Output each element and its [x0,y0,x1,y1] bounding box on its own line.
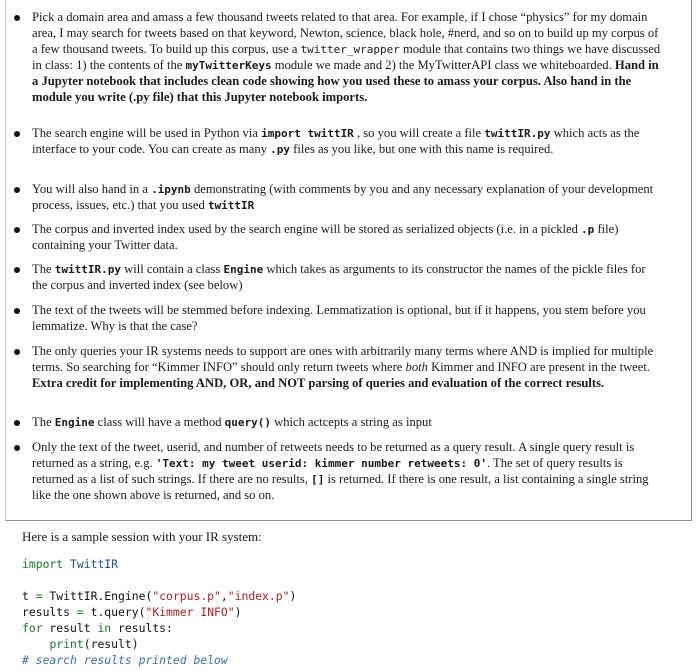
list-item: The only queries your IR systems needs to support are ones with arbitrarily many terms where AND is implied for multiple terms. So searching for “Kimmer INFO” should only return tweets where both Kimmer and INFO are present in the tweet. Extra credit for implementing AND, OR, and NOT parsing of queries and evaluation of the correct results. [32,344,664,392]
bullet-icon [14,349,20,355]
bullet-icon [14,267,20,273]
bullet-icon [14,227,20,233]
code-line-import: import TwittIR [22,557,119,571]
list-item: The corpus and inverted index used by the search engine will be stored as serialized objects (i.e. in a pickled .p file) containing your Twitter data. [32,222,664,254]
list-item: The search engine will be used in Python via import twittIR , so you will create a file twittIR.py which acts as the interface to your code. You can create as many .py files as you like, but one with this name is required. [32,126,664,158]
list-item: Pick a domain area and amass a few thousand tweets related to that area. For example, if I chose “physics” for my domain area, I may search for tweets based on that keyword, Newton, science, black hole, #nerd, and so on to build up my corpus of a few thousand tweets. To build up this corpus, use a twitter_wrapper module that contains two things we have discussed in class: 1) the contents of the myTwitterKeys module we made and 2) the MyTwitterAPI class we whiteboarded. Hand in a Jupyter notebook that includes clean code showing how you used these to amass your corpus. Also hand in the module you write (.py file) that this Jupyter notebook imports. [32,10,664,105]
bullet-icon [14,15,20,21]
bullet-icon [14,131,20,137]
list-item: You will also hand in a .ipynb demonstrating (with comments by you and any necessary explanation of your development process, issues, etc.) that you used twittIR [32,182,664,214]
sample-session-intro: Here is a sample session with your IR system: [22,529,262,544]
list-item: The text of the tweets will be stemmed before indexing. Lemmatization is optional, but if it happens, you stem before you lemmatize. Why is that the case? [32,303,664,335]
code-line-print: print(result) [49,637,139,651]
bullet-icon [14,445,20,451]
bullet-icon [14,308,20,314]
list-item: Only the text of the tweet, userid, and number of retweets needs to be returned as a query result. A single query result is returned as a string, e.g. 'Text: my tweet userid: kimmer number retweets: 0'. The set of query results is returned as a list of such strings. If there are no results, [] is returned. If there is one result, a list containing a single string like the one shown above is returned, and so on. [32,440,664,504]
code-line-results: results = t.query("Kimmer INFO") [22,605,242,619]
bullet-icon [14,187,20,193]
list-item: The twittIR.py will contain a class Engine which takes as arguments to its constructor the names of the pickle files for the corpus and inverted index (see below) [32,262,664,294]
code-line-engine: t = TwittIR.Engine("corpus.p","index.p") [22,589,297,603]
list-item: The Engine class will have a method query() which actcepts a string as input [32,415,664,431]
code-line-for: for result in results: [22,621,173,635]
bullet-icon [14,420,20,426]
code-comment: # search results printed below [22,653,228,667]
